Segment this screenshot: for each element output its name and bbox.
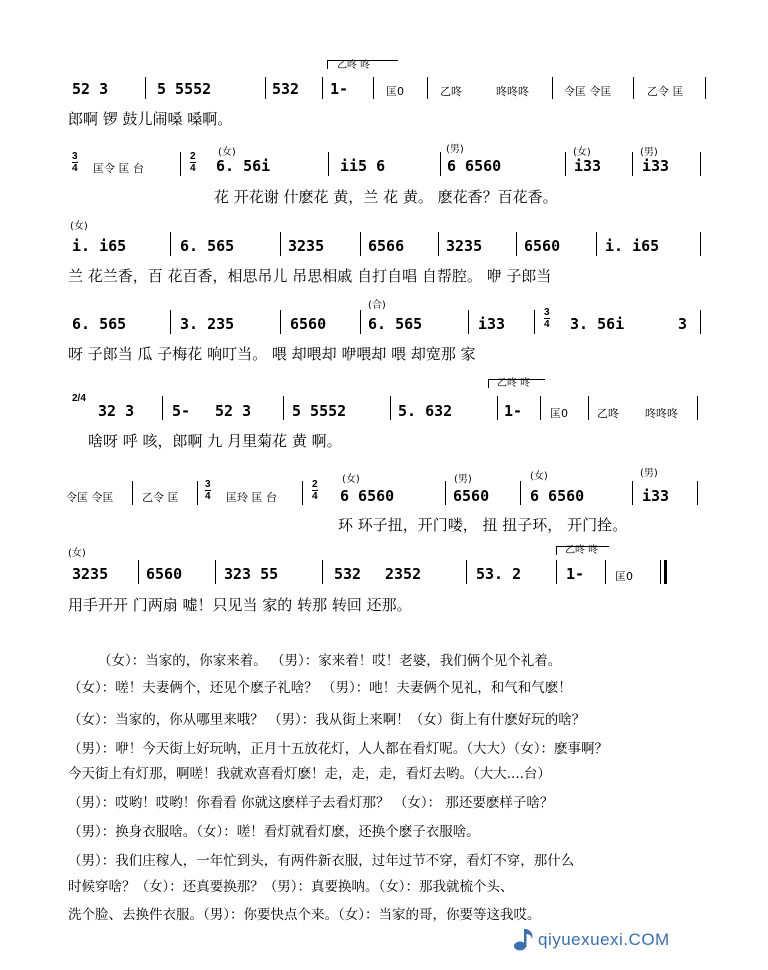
barline xyxy=(170,310,171,334)
row7-note-4: 532 xyxy=(334,565,362,583)
row3-label: (女) xyxy=(70,221,88,232)
row4-lyric: 呀 子郎当 瓜 子梅花 响叮当。 喂 却喂却 咿喂却 喂 却宽那 家 xyxy=(68,345,476,363)
barline xyxy=(360,310,361,334)
barline xyxy=(373,77,374,99)
row1-note-5: 匡0 xyxy=(386,85,404,98)
row5-perc-2: 咚咚咚 xyxy=(645,407,678,420)
barline xyxy=(520,481,521,505)
logo-icon xyxy=(512,926,536,956)
row3-note-3: 3235 xyxy=(288,237,325,255)
row1-lyric: 郎啊 锣 鼓儿闹嗓 嗓啊。 xyxy=(68,110,233,128)
row2-label-4: (男) xyxy=(640,147,658,158)
barline xyxy=(705,77,706,99)
row1-note-4: 1- xyxy=(330,80,349,98)
barline xyxy=(283,396,284,420)
barline xyxy=(588,396,589,420)
dialogue-line: 洗个脸、去换件衣服。（男）：你要快点个来。（女）：当家的哥，你要等这我哎。 xyxy=(68,907,541,923)
row1-annotation: 乙咚 咚 xyxy=(337,60,371,71)
row2-lyric: 花 开花谢 什麽花 黄，兰 花 黄。 麽花香？百花香。 xyxy=(214,188,558,206)
row4-note-7: 3 xyxy=(678,315,688,333)
row7-note-7: 1- xyxy=(566,565,585,583)
row6-note-3: 6 6560 xyxy=(530,487,585,505)
row1-note-1: 52 3 xyxy=(72,80,109,98)
row3-note-5: 3235 xyxy=(446,237,483,255)
dialogue-line: （男）：换身衣服啥。（女）：嗟！看灯就看灯麽，还换个麽子衣服啥。 xyxy=(68,824,480,840)
barline xyxy=(180,152,181,176)
row5-note-3: 52 3 xyxy=(215,402,252,420)
barline xyxy=(440,152,441,176)
barline xyxy=(697,396,698,420)
row6-perc-1: 令匡 令匡 xyxy=(66,491,114,504)
row5-perc-1: 乙咚 xyxy=(597,407,619,420)
row6-note-2: 6560 xyxy=(453,487,490,505)
row3-note-2: 6. 565 xyxy=(180,237,235,255)
row1-bracket xyxy=(327,60,398,69)
row6-perc-3: 匡玲 匡 台 xyxy=(226,491,277,504)
barline xyxy=(556,560,557,584)
row7-note-8: 匡0 xyxy=(615,570,633,583)
barline xyxy=(700,232,701,256)
time-signature: 2 4 xyxy=(190,151,196,174)
row2-note-3: 6 6560 xyxy=(447,157,502,175)
row7-note-5: 2352 xyxy=(385,565,422,583)
row6-lyric: 环 环子扭，开门喽， 扭 扭子环， 开门拴。 xyxy=(338,516,628,534)
dialogue-line: （女）：当家的，你家来着。 （男）：家来着！哎！老婆，我们俩个见个礼着。 xyxy=(98,653,562,669)
barline xyxy=(427,77,428,99)
barline xyxy=(632,481,633,505)
row2-intro: 匡令 匡 台 xyxy=(93,162,144,175)
row5-lyric: 啥呀 呼 咳，郎啊 九 月里菊花 黄 啊。 xyxy=(88,432,342,450)
row6-label-2: (男) xyxy=(454,474,472,485)
row7-note-3: 323 55 xyxy=(224,565,279,583)
row7-annotation: 乙咚 咚 xyxy=(565,545,599,556)
barline xyxy=(552,77,553,99)
barline xyxy=(302,481,303,505)
row6-note-1: 6 6560 xyxy=(340,487,395,505)
row6-note-4: i33 xyxy=(642,487,670,505)
row5-note-7: 匡0 xyxy=(550,407,568,420)
row5-note-6: 1- xyxy=(504,402,523,420)
barline xyxy=(632,152,633,176)
row3-lyric: 兰 花兰香，百 花百香，相思吊儿 吊思相戚 自打自唱 自帮腔。 咿 子郎当 xyxy=(68,267,552,285)
row6-label-3: (女) xyxy=(530,471,548,482)
row7-note-6: 53. 2 xyxy=(476,565,522,583)
row7-note-1: 3235 xyxy=(72,565,109,583)
barline xyxy=(697,481,698,505)
barline xyxy=(605,560,606,584)
row1-perc-4: 乙令 匡 xyxy=(647,85,684,98)
barline xyxy=(466,560,467,584)
row6-label-4: (男) xyxy=(640,468,658,479)
barline xyxy=(497,396,498,420)
dialogue-line: 时候穿啥？（女）：还真要换那？（男）：真要换呐。（女）：那我就梳个头、 xyxy=(68,879,514,895)
row2-label-2: (男) xyxy=(446,144,464,155)
row5-note-5: 5. 632 xyxy=(398,402,453,420)
row7-label: (女) xyxy=(68,548,86,559)
time-signature: 3 4 xyxy=(72,151,78,174)
dialogue-line: 今天街上有灯那，啊嗟！我就欢喜看灯麽！走，走，走，看灯去哟。（大大....台） xyxy=(68,766,551,782)
barline xyxy=(596,232,597,256)
row2-note-2: ii5 6 xyxy=(340,157,386,175)
row5-annotation: 乙咚 咚 xyxy=(497,378,531,389)
row2-note-5: i33 xyxy=(642,157,670,175)
row4-note-4: 6. 565 xyxy=(368,315,423,333)
row3-note-6: 6560 xyxy=(524,237,561,255)
row4-note-5: i33 xyxy=(478,315,506,333)
dialogue-line: （女）：当家的，你从哪里来哦？ （男）：我从街上来啊！（女）街上有什麽好玩的啥？ xyxy=(68,712,586,728)
time-signature: 2/4 xyxy=(72,393,86,404)
row1-perc-2: 咚咚咚 xyxy=(496,85,529,98)
row7-lyric: 用手开开 门两扇 嘘！只见当 家的 转那 转回 还那。 xyxy=(68,596,412,614)
row4-note-6: 3. 56i xyxy=(570,315,625,333)
row2-note-4: i33 xyxy=(574,157,602,175)
barline xyxy=(438,232,439,256)
row2-label-3: (女) xyxy=(573,147,591,158)
barline xyxy=(700,152,701,176)
barline xyxy=(265,77,266,99)
time-signature: 3 4 xyxy=(205,479,211,502)
row5-note-1: 32 3 xyxy=(98,402,135,420)
site-watermark: qiyuexuexi.COM xyxy=(538,930,670,949)
row3-note-4: 6566 xyxy=(368,237,405,255)
barline xyxy=(540,396,541,420)
time-signature: 3 4 xyxy=(544,307,550,330)
row6-label-1: (女) xyxy=(342,474,360,485)
barline xyxy=(145,77,146,99)
dialogue-line: （男）：我们庄稼人，一年忙到头，有两件新衣服，过年过节不穿，看灯不穿，那什么 xyxy=(68,853,575,869)
barline xyxy=(360,232,361,256)
barline xyxy=(390,396,391,420)
barline xyxy=(322,560,323,584)
barline xyxy=(280,232,281,256)
barline xyxy=(138,560,139,584)
barline xyxy=(328,152,329,176)
barline xyxy=(197,481,198,505)
row7-bracket xyxy=(556,546,609,555)
row3-note-1: i. i65 xyxy=(72,237,127,255)
barline xyxy=(468,310,469,334)
row5-note-4: 5 5552 xyxy=(292,402,347,420)
final-barline xyxy=(664,560,667,584)
barline xyxy=(170,232,171,256)
row2-label-1: (女) xyxy=(218,147,236,158)
row4-note-2: 3. 235 xyxy=(180,315,235,333)
barline xyxy=(322,77,323,99)
barline xyxy=(132,481,133,505)
row3-note-7: i. i65 xyxy=(605,237,660,255)
row6-perc-2: 乙令 匡 xyxy=(142,491,179,504)
row1-note-3: 532 xyxy=(272,80,300,98)
barline xyxy=(215,560,216,584)
row5-note-2: 5- xyxy=(172,402,191,420)
row4-label: (合) xyxy=(368,300,386,311)
time-signature: 2 4 xyxy=(312,479,318,502)
dialogue-line: （男）：哎哟！哎哟！你看看 你就这麽样子去看灯那？ （女）： 那还要麽样子啥？ xyxy=(68,795,554,811)
row5-bracket xyxy=(488,379,545,388)
barline xyxy=(534,310,535,334)
row1-perc-3: 令匡 令匡 xyxy=(564,85,612,98)
barline xyxy=(516,232,517,256)
barline xyxy=(280,310,281,334)
barline xyxy=(633,77,634,99)
row7-note-2: 6560 xyxy=(146,565,183,583)
row4-note-3: 6560 xyxy=(290,315,327,333)
row2-note-1: 6. 56i xyxy=(216,157,271,175)
barline xyxy=(660,560,661,584)
dialogue-line: （男）：咿！今天街上好玩呐，正月十五放花灯，人人都在看灯呢。（大大）（女）：麽事啊？ xyxy=(68,741,608,757)
barline xyxy=(565,152,566,176)
dialogue-line: （女）：嗟！夫妻俩个，还见个麽子礼啥？ （男）：吔！夫妻俩个见礼，和气和气麽！ xyxy=(68,680,572,696)
row1-note-2: 5 5552 xyxy=(157,80,212,98)
barline xyxy=(445,481,446,505)
row4-note-1: 6. 565 xyxy=(72,315,127,333)
row1-perc-1: 乙咚 xyxy=(440,85,462,98)
barline xyxy=(162,396,163,420)
barline xyxy=(700,310,701,334)
